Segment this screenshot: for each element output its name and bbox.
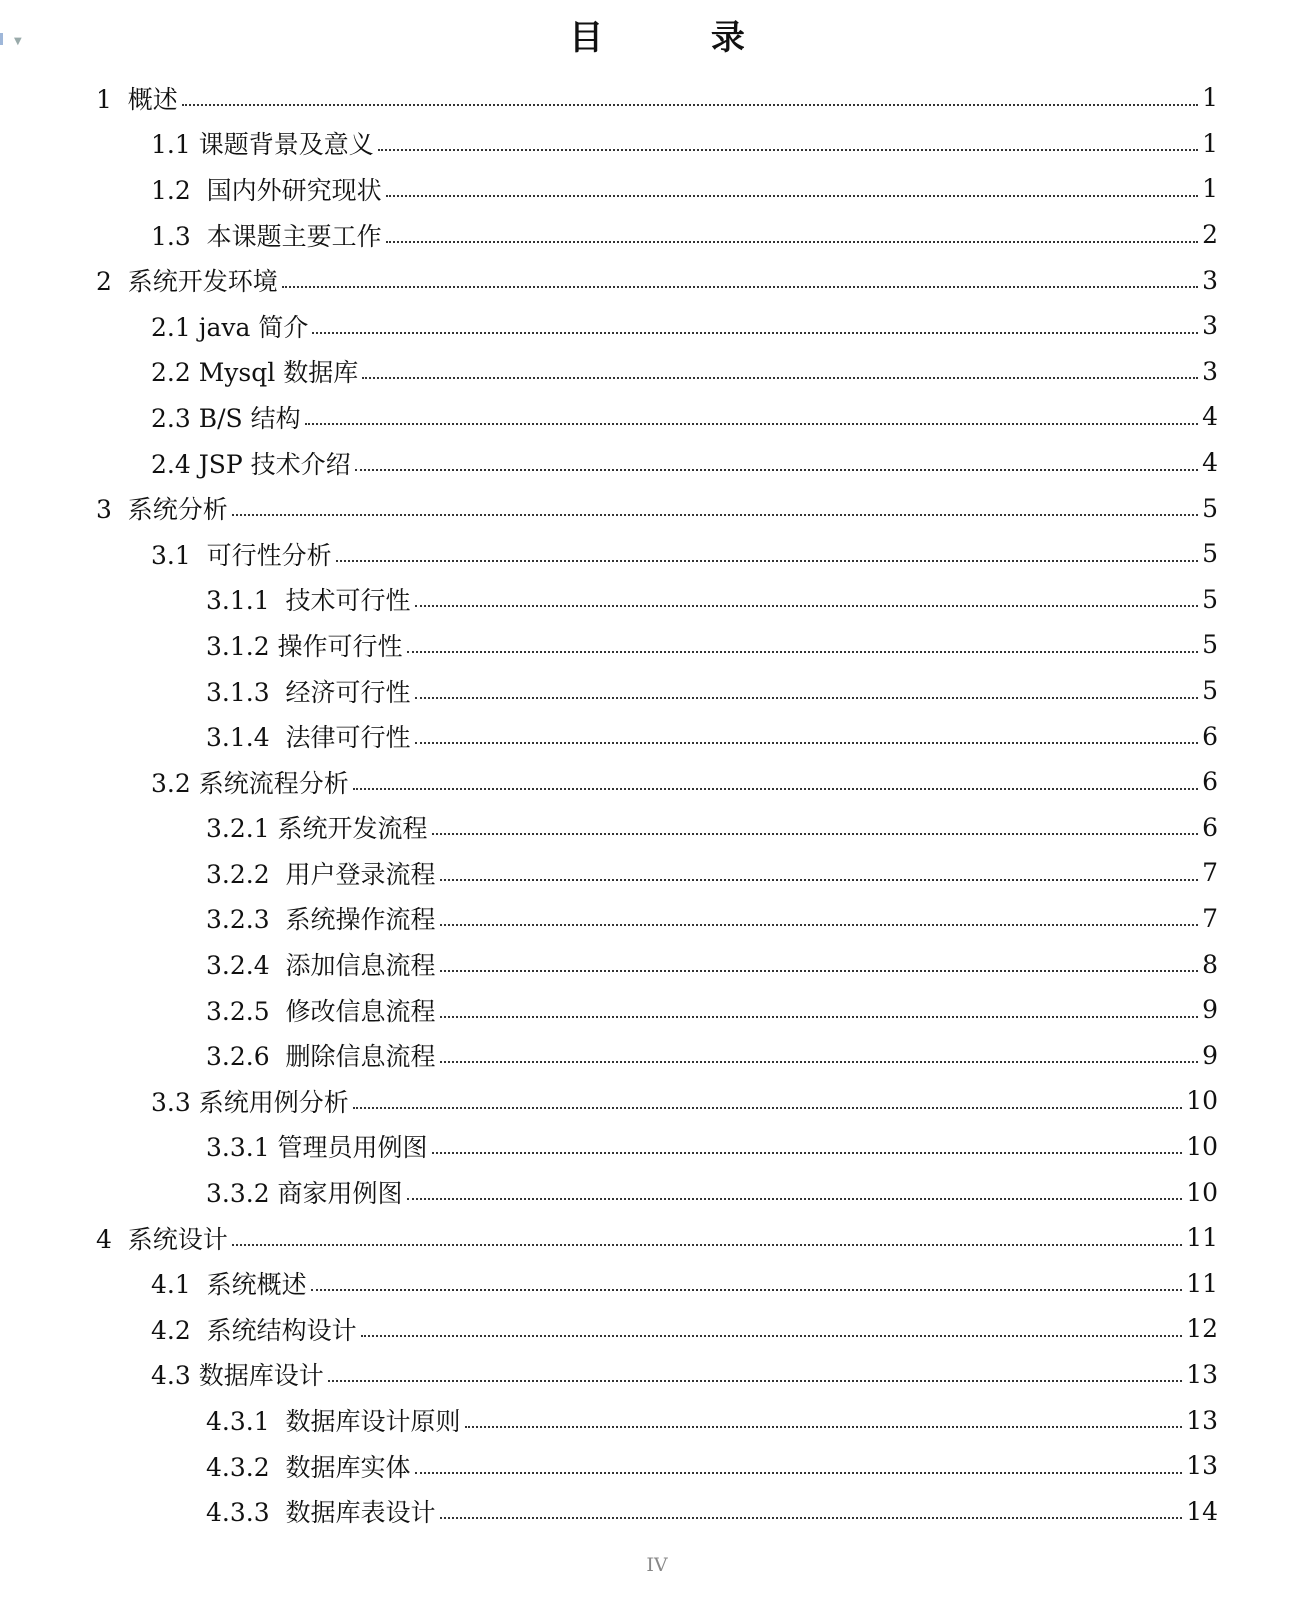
toc-entry[interactable] [0, 1215, 1314, 1261]
toc-dot-leader [361, 1335, 1183, 1337]
toc-entry-label: 2.3 B/S 结构 [151, 403, 301, 433]
toc-entry[interactable] [0, 531, 1314, 577]
toc-entry[interactable] [0, 257, 1314, 303]
toc-entry-label: 4.3.1 数据库设计原则 [206, 1407, 461, 1437]
toc-dot-leader [311, 1289, 1183, 1291]
toc-entry[interactable] [0, 622, 1314, 668]
toc-entry-label: 3.3.2 商家用例图 [206, 1179, 403, 1209]
toc-entry-label: 2.1 java 简介 [151, 312, 309, 342]
toc-entry[interactable] [0, 303, 1314, 349]
toc-entry-page-number: 1 [1202, 83, 1218, 113]
toc-entry-page-number: 4 [1202, 448, 1218, 478]
toc-entry-page-number: 13 [1186, 1405, 1218, 1435]
toc-entry[interactable] [0, 349, 1314, 395]
toc-dot-leader [440, 1016, 1199, 1018]
toc-entry-label: 2.2 Mysql 数据库 [151, 358, 359, 388]
toc-entry-label: 4.3 数据库设计 [151, 1361, 324, 1391]
toc-entry-page-number: 5 [1202, 539, 1218, 569]
toc-entry[interactable] [0, 896, 1314, 942]
toc-entry-page-number: 3 [1202, 265, 1218, 295]
toc-entry[interactable] [0, 485, 1314, 531]
toc-entry[interactable] [0, 1352, 1314, 1398]
toc-entry[interactable] [0, 1488, 1314, 1534]
page-title: 目 录 [569, 18, 793, 58]
toc-entry[interactable] [0, 1306, 1314, 1352]
toc-entry-page-number: 5 [1202, 676, 1218, 706]
toc-dot-leader [312, 332, 1198, 334]
toc-entry-page-number: 3 [1202, 356, 1218, 386]
toc-dot-leader [336, 560, 1198, 562]
toc-entry-page-number: 5 [1202, 493, 1218, 523]
toc-entry[interactable] [0, 577, 1314, 623]
page-number-footer: IV [646, 1554, 668, 1576]
toc-entry-page-number: 2 [1202, 220, 1218, 250]
toc-dot-leader [415, 697, 1199, 699]
toc-entry-page-number: 7 [1202, 903, 1218, 933]
toc-entry-page-number: 10 [1186, 1086, 1218, 1116]
toc-dot-leader [328, 1380, 1182, 1382]
toc-entry-label: 3.2 系统流程分析 [151, 768, 349, 798]
toc-dot-leader [182, 104, 1198, 106]
toc-entry-page-number: 14 [1186, 1496, 1218, 1526]
toc-dot-leader [355, 469, 1198, 471]
toc-dot-leader [432, 1152, 1183, 1154]
toc-entry[interactable] [0, 1169, 1314, 1215]
toc-dot-leader [440, 970, 1199, 972]
toc-entry-page-number: 9 [1202, 1040, 1218, 1070]
toc-entry-page-number: 6 [1202, 721, 1218, 751]
toc-entry-page-number: 1 [1202, 128, 1218, 158]
toc-dot-leader [440, 879, 1199, 881]
toc-entry-page-number: 8 [1202, 949, 1218, 979]
toc-dot-leader [386, 241, 1198, 243]
toc-dot-leader [415, 742, 1199, 744]
toc-entry[interactable] [0, 941, 1314, 987]
toc-entry[interactable] [0, 1032, 1314, 1078]
toc-entry-label: 3.1.1 技术可行性 [206, 586, 411, 616]
toc-dot-leader [440, 1061, 1199, 1063]
toc-entry-label: 3.1.3 经济可行性 [206, 677, 411, 707]
toc-entry-label: 4.2 系统结构设计 [151, 1315, 357, 1345]
table-of-contents [0, 75, 1314, 1534]
toc-dot-leader [407, 1198, 1183, 1200]
toc-entry-label: 2 系统开发环境 [96, 267, 278, 297]
toc-entry-label: 3.1.4 法律可行性 [206, 723, 411, 753]
toc-entry[interactable] [0, 121, 1314, 167]
toc-entry[interactable] [0, 850, 1314, 896]
toc-entry[interactable] [0, 1397, 1314, 1443]
toc-entry[interactable] [0, 394, 1314, 440]
toc-dot-leader [353, 1107, 1182, 1109]
toc-dot-leader [440, 1517, 1183, 1519]
toc-entry-label: 4.3.3 数据库表设计 [206, 1498, 436, 1528]
toc-entry-page-number: 10 [1186, 1177, 1218, 1207]
toc-entry-label: 1 概述 [96, 84, 178, 114]
toc-entry-page-number: 13 [1186, 1451, 1218, 1481]
toc-entry-label: 3.2.4 添加信息流程 [206, 951, 436, 981]
toc-dot-leader [415, 1472, 1183, 1474]
toc-entry-label: 3.1 可行性分析 [151, 540, 332, 570]
toc-entry[interactable] [0, 1443, 1314, 1489]
toc-entry[interactable] [0, 759, 1314, 805]
toc-entry-page-number: 7 [1202, 858, 1218, 888]
toc-entry-label: 1.2 国内外研究现状 [151, 175, 382, 205]
toc-dot-leader [465, 1426, 1183, 1428]
toc-entry-label: 3.3.1 管理员用例图 [206, 1133, 428, 1163]
toc-entry[interactable] [0, 805, 1314, 851]
toc-entry-page-number: 5 [1202, 584, 1218, 614]
toc-entry-page-number: 10 [1186, 1131, 1218, 1161]
toc-dot-leader [386, 195, 1198, 197]
toc-entry-label: 3.3 系统用例分析 [151, 1087, 349, 1117]
toc-entry-label: 3.2.6 删除信息流程 [206, 1042, 436, 1072]
toc-dot-leader [232, 1244, 1182, 1246]
toc-dot-leader [282, 286, 1198, 288]
toc-entry-page-number: 11 [1186, 1223, 1218, 1253]
toc-entry-label: 3.2.3 系统操作流程 [206, 905, 436, 935]
toc-entry-page-number: 11 [1186, 1268, 1218, 1298]
toc-entry[interactable] [0, 1124, 1314, 1170]
toc-dot-leader [305, 423, 1199, 425]
toc-entry[interactable] [0, 987, 1314, 1033]
toc-entry-label: 4 系统设计 [96, 1224, 228, 1254]
toc-entry[interactable] [0, 713, 1314, 759]
toc-entry-label: 1.1 课题背景及意义 [151, 130, 374, 160]
toc-entry-page-number: 13 [1186, 1359, 1218, 1389]
toc-dot-leader [378, 149, 1198, 151]
toc-entry[interactable] [0, 166, 1314, 212]
toc-entry-page-number: 3 [1202, 311, 1218, 341]
toc-dot-leader [362, 377, 1198, 379]
toc-dot-leader [440, 924, 1199, 926]
toc-entry[interactable] [0, 1260, 1314, 1306]
toc-entry[interactable] [0, 668, 1314, 714]
toc-entry-label: 3.2.5 修改信息流程 [206, 996, 436, 1026]
toc-entry-label: 3 系统分析 [96, 495, 228, 525]
toc-entry-label: 4.3.2 数据库实体 [206, 1452, 411, 1482]
toc-entry-page-number: 6 [1202, 812, 1218, 842]
toc-dot-leader [353, 788, 1198, 790]
toc-dot-leader [232, 514, 1198, 516]
toc-entry-label: 3.1.2 操作可行性 [206, 631, 403, 661]
toc-dot-leader [415, 605, 1199, 607]
toc-entry-page-number: 1 [1202, 174, 1218, 204]
toc-entry-page-number: 6 [1202, 767, 1218, 797]
toc-entry-page-number: 12 [1186, 1314, 1218, 1344]
caret-down-icon: ▼ [14, 36, 22, 47]
toc-entry[interactable] [0, 212, 1314, 258]
toc-entry-page-number: 5 [1202, 630, 1218, 660]
toc-entry-label: 1.3 本课题主要工作 [151, 221, 382, 251]
toc-entry-label: 3.2.2 用户登录流程 [206, 859, 436, 889]
toc-dot-leader [407, 651, 1199, 653]
toc-entry-page-number: 9 [1202, 995, 1218, 1025]
toc-entry-label: 4.1 系统概述 [151, 1270, 307, 1300]
toc-entry[interactable] [0, 75, 1314, 121]
toc-entry-page-number: 4 [1202, 402, 1218, 432]
toc-entry-label: 3.2.1 系统开发流程 [206, 814, 428, 844]
toc-entry-label: 2.4 JSP 技术介绍 [151, 449, 351, 479]
toc-entry[interactable] [0, 440, 1314, 486]
toc-dot-leader [432, 833, 1199, 835]
toc-entry[interactable] [0, 1078, 1314, 1124]
